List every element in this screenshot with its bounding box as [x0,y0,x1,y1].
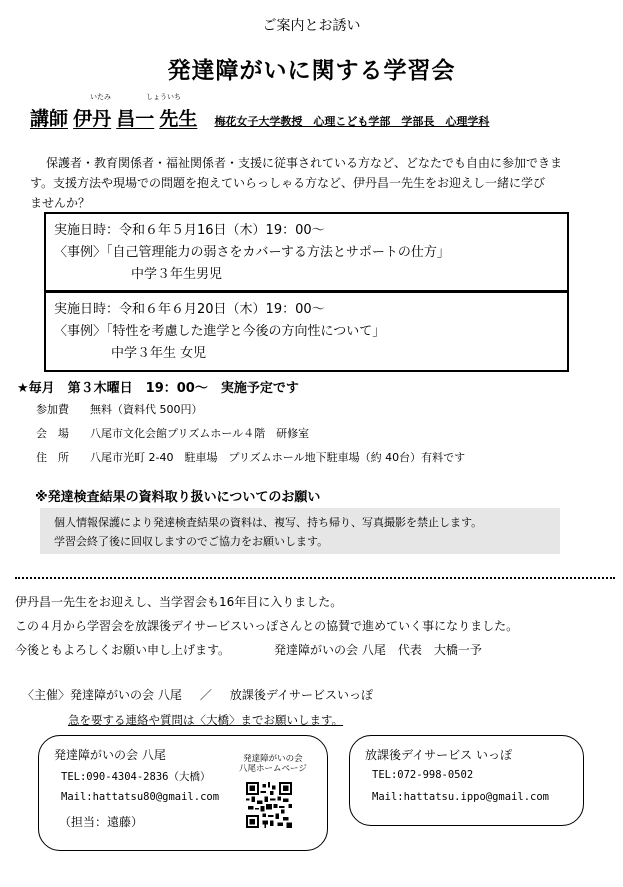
notice-line: 学習会終了後に回収しますのでご協力をお願いします。 [54,535,329,548]
ruby-family: いたみ [90,93,111,101]
fee-value: 無料（資料代 500円） [90,403,203,416]
fee-label: 参加費 [36,403,69,416]
event-box-1 [44,212,569,292]
intro-line: ませんか？ [30,196,91,210]
dotted-divider [15,577,615,579]
message-line: 今後ともよろしくお願い申し上げます。 発達障がいの会 八尾 代表 大橋一予 [15,643,482,657]
lecturer-given-name: 昌一 [116,108,155,130]
address-value: 八尾市光町 2-40 駐車場 プリズムホール地下駐車場（約 40台）有料です [90,451,466,464]
contact-tel[interactable]: TEL:090-4304-2836（大橋） [61,771,211,783]
fee-row [36,398,465,422]
venue-value: 八尾市文化会館プリズムホール４階 研修室 [90,427,310,440]
event-info [36,398,465,470]
representative-message [15,590,518,662]
event-target: 中学３年生 女児 [111,346,207,361]
event-date: 実施日時：令和６年５月16日（木）19：00～ [54,223,325,238]
contact-name: 発達障がいの会 八尾 [54,748,166,762]
intro-line: 保護者・教育関係者・福祉関係者・支援に従事されている方など、どなたでも自由に参加できま [46,156,563,170]
contact-person: （担当：遠藤） [59,815,144,829]
urgent-contact-note: 急を要する連絡や質問は〈大橋〉までお願いします。 [68,713,344,727]
separator: ／ [199,688,212,702]
intro-text [30,153,605,213]
event-case: 〈事例〉「自己管理能力の弱さをカバーする方法とサポートの仕方」 [54,245,450,260]
lecturer-line [30,93,490,131]
ruby-given: しょういち [146,93,181,101]
page-title: 発達障がいに関する学習会 [167,58,456,84]
contact-card-host [38,735,328,851]
event-target: 中学３年生男児 [131,267,223,282]
lecturer-family-name: 伊丹 [73,108,112,130]
contact-name: 放課後デイサービス いっぽ [365,748,512,762]
message-signature: 発達障がいの会 八尾 代表 大橋一予 [274,643,482,657]
schedule-note: ★毎月 第３木曜日 19：00～ 実施予定です [17,381,299,396]
message-line: 伊丹昌一先生をお迎えし、当学習会も16年目に入りました。 [15,595,343,609]
contact-tel[interactable]: TEL:072-998-0502 [372,769,474,781]
lecturer-honorific: 先生 [159,108,198,130]
homepage-label: 発達障がいの会 八尾ホームページ [239,754,307,774]
address-label: 住 所 [36,451,69,464]
message-line: この４月から学習会を放課後デイサービスいっぽさんとの協賛で進めていく事になりました。 [15,619,519,633]
qr-code-icon[interactable] [246,782,292,828]
contact-card-partner [349,735,584,826]
host-label: 〈主催〉発達障がいの会 八尾 [22,688,182,702]
event-box-2 [44,291,569,372]
address-row [36,446,465,470]
notice-body [40,508,560,554]
organizers-line [22,686,373,703]
event-date: 実施日時：令和６年６月20日（木）19：00～ [54,302,325,317]
venue-label: 会 場 [36,427,69,440]
notice-line: 個人情報保護により発達検査結果の資料は、複写、持ち帰り、写真撮影を禁止します。 [54,516,483,529]
intro-line: す。支援方法や現場での問題を抱えていらっしゃる方など、伊丹昌一先生をお迎えし一緒に学び [30,176,546,190]
lecturer-affiliation: 梅花女子大学教授 心理こども学部 学部長 心理学科 [214,115,490,128]
notice-heading: ※発達検査結果の資料取り扱いについてのお願い [35,490,321,505]
lecturer-role: 講師 [30,108,69,130]
contact-mail[interactable]: Mail:hattatsu80@gmail.com [61,791,220,803]
partner-label: 放課後デイサービスいっぽ [229,688,374,702]
event-case: 〈事例〉「特性を考慮した進学と今後の方向性について」 [54,324,386,339]
venue-row [36,422,465,446]
contact-mail[interactable]: Mail:hattatsu.ippo@gmail.com [372,791,550,803]
invitation-subtitle: ご案内とお誘い [262,18,361,34]
